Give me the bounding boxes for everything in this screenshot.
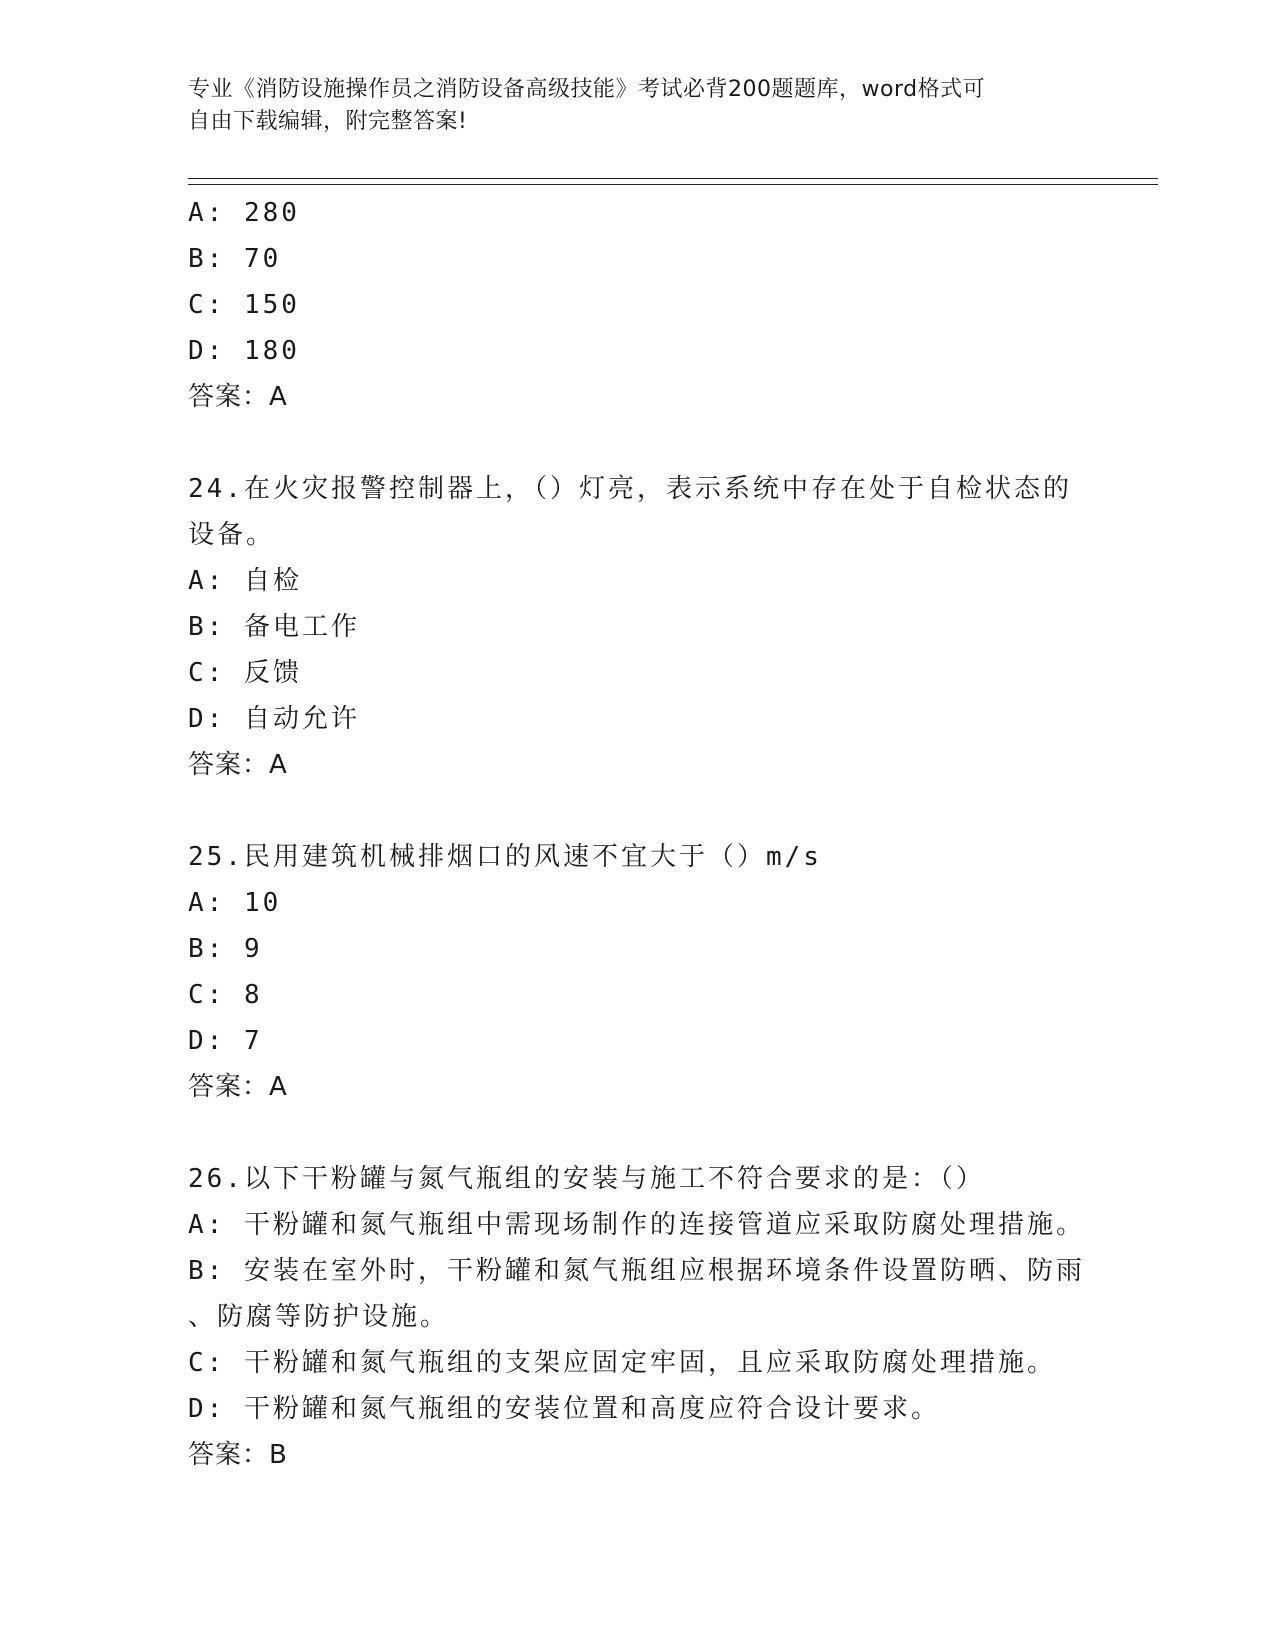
question-block-prev — [188, 190, 1158, 420]
spacer — [188, 788, 1158, 834]
option-a: A: 10 — [188, 888, 282, 918]
option-c: C: 反馈 — [188, 658, 302, 688]
spacer — [188, 420, 1158, 466]
question-stem-cont: 设备。 — [188, 520, 276, 550]
header-double-rule — [188, 178, 1158, 185]
option-a: A: 自检 — [188, 566, 302, 596]
question-stem: 24.在火灾报警控制器上，（）灯亮，表示系统中存在处于自检状态的 — [188, 474, 1072, 504]
option-c: C: 8 — [188, 980, 263, 1010]
option-a: A: 干粉罐和氮气瓶组中需现场制作的连接管道应采取防腐处理措施。 — [188, 1210, 1085, 1240]
answer: 答案：B — [188, 1440, 288, 1470]
option-b: B: 安装在室外时，干粉罐和氮气瓶组应根据环境条件设置防晒、防雨 — [188, 1256, 1085, 1286]
option-d: D: 自动允许 — [188, 704, 360, 734]
option-b: B: 备电工作 — [188, 612, 360, 642]
answer: 答案：A — [188, 750, 288, 780]
option-b: B: 9 — [188, 934, 263, 964]
option-d: D: 180 — [188, 336, 300, 366]
question-block-24 — [188, 466, 1158, 788]
question-stem: 25.民用建筑机械排烟口的风速不宜大于（）m/s — [188, 842, 822, 872]
option-b-cont: 、防腐等防护设施。 — [188, 1302, 450, 1332]
option-d: D: 干粉罐和氮气瓶组的安装位置和高度应符合设计要求。 — [188, 1394, 940, 1424]
page-header — [188, 74, 1088, 138]
spacer — [188, 1110, 1158, 1156]
option-c: C: 150 — [188, 290, 300, 320]
option-b: B: 70 — [188, 244, 282, 274]
answer: 答案：A — [188, 382, 288, 412]
question-list — [188, 190, 1158, 1478]
answer: 答案：A — [188, 1072, 288, 1102]
header-line-2: 自由下载编辑，附完整答案! — [188, 109, 468, 134]
header-line-1: 专业《消防设施操作员之消防设备高级技能》考试必背200题题库，word格式可 — [188, 77, 986, 102]
option-c: C: 干粉罐和氮气瓶组的支架应固定牢固，且应采取防腐处理措施。 — [188, 1348, 1056, 1378]
question-block-26 — [188, 1156, 1158, 1478]
option-d: D: 7 — [188, 1026, 263, 1056]
question-block-25 — [188, 834, 1158, 1110]
option-a: A: 280 — [188, 198, 300, 228]
question-stem: 26.以下干粉罐与氮气瓶组的安装与施工不符合要求的是：（） — [188, 1164, 985, 1194]
